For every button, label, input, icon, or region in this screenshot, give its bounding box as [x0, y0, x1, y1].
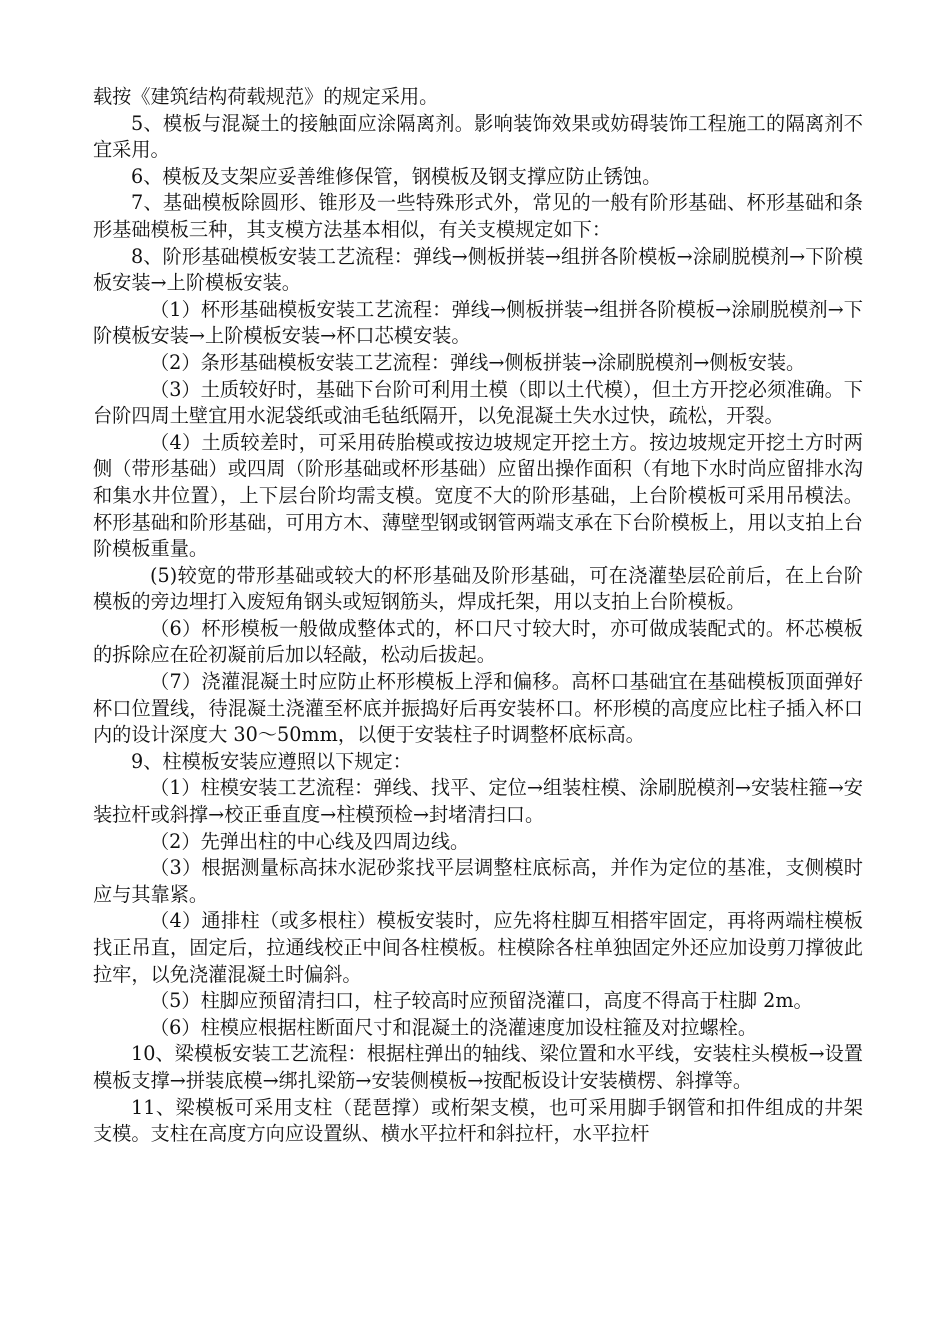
paragraph: 9、柱模板安装应遵照以下规定： [131, 749, 412, 773]
paragraph: （7）浇灌混凝土时应防止杯形模板上浮和偏移。高杯口基础宜在基础模板顶面弹好杯口位置线，待混凝土浇灌至杯底并振捣好后再安装杯口。杯形模的高度应比柱子插入杯口内的设计深度大 30～50mm，以便于安装柱子时调整杯底标高。 [93, 670, 863, 747]
paragraph: 8、阶形基础模板安装工艺流程：弹线→侧板拼装→组拼各阶模板→涂刷脱模剂→下阶模板安装→上阶模板安装。 [93, 244, 863, 295]
paragraph: （6）杯形模板一般做成整体式的，杯口尺寸较大时，亦可做成装配式的。杯芯模板的拆除应在砼初凝前后加以轻敲，松动后拔起。 [93, 616, 863, 667]
paragraph: （4）通排柱（或多根柱）模板安装时，应先将柱脚互相搭牢固定，再将两端柱模板找正吊直，固定后，拉通线校正中间各柱模板。柱模除各柱单独固定外还应加设剪刀撑彼此拉牢，以免浇灌混凝土时偏斜。 [93, 909, 863, 986]
paragraph: 11、梁模板可采用支柱（琵琶撑）或桁架支模，也可采用脚手钢管和扣件组成的井架支模。支柱在高度方向应设置纵、横水平拉杆和斜拉杆，水平拉杆 [93, 1095, 863, 1146]
paragraph: 6、模板及支架应妥善维修保管，钢模板及钢支撑应防止锈蚀。 [131, 164, 662, 188]
paragraph: 10、梁模板安装工艺流程：根据柱弹出的轴线、梁位置和水平线，安装柱头模板→设置模板支撑→拼装底模→绑扎梁筋→安装侧模板→按配板设计安装横楞、斜撑等。 [93, 1042, 863, 1092]
paragraph: 5、模板与混凝土的接触面应涂隔离剂。影响装饰效果或妨碍装饰工程施工的隔离剂不宜采用。 [93, 111, 863, 162]
paragraph: （5）柱脚应预留清扫口，柱子较高时应预留浇灌口，高度不得高于柱脚 2m。 [150, 989, 813, 1013]
paragraph: （2）先弹出柱的中心线及四周边线。 [150, 829, 470, 853]
document-body [93, 84, 863, 1148]
paragraph: （3）土质较好时，基础下台阶可利用土模（即以土代模），但土方开挖必须准确。下台阶四周土壁宜用水泥袋纸或油毛毡纸隔开，以免混凝土失水过快，疏松，开裂。 [93, 377, 863, 428]
paragraph: （2）条形基础模板安装工艺流程：弹线→侧板拼装→涂刷脱模剂→侧板安装。 [150, 350, 806, 374]
paragraph: （1）杯形基础模板安装工艺流程：弹线→侧板拼装→组拼各阶模板→涂刷脱模剂→下阶模板安装→上阶模板安装→杯口芯模安装。 [93, 297, 863, 348]
paragraph: （6）柱模应根据柱断面尺寸和混凝土的浇灌速度加设柱箍及对拉螺栓。 [150, 1015, 758, 1039]
paragraph: (5)较宽的带形基础或较大的杯形基础及阶形基础，可在浇灌垫层砼前后，在上台阶模板的旁边埋打入废短角钢头或短钢筋头，焊成托架，用以支拍上台阶模板。 [93, 563, 863, 614]
paragraph: （4）土质较差时，可采用砖胎模或按边坡规定开挖土方。按边坡规定开挖土方时两侧（带形基础）或四周（阶形基础或杯形基础）应留出操作面积（有地下水时尚应留排水沟和集水井位置），上下层台阶均需支模。宽度不大的阶形基础，上台阶模板可采用吊模法。杯形基础和阶形基础，可用方木、薄壁型钢或钢管两端支承在下台阶模板上，用以支拍上台阶模板重量。 [93, 430, 863, 561]
paragraph: （3）根据测量标高抹水泥砂浆找平层调整柱底标高，并作为定位的基准，支侧模时应与其靠紧。 [93, 856, 863, 906]
paragraph: 7、基础模板除圆形、锥形及一些特殊形式外，常见的一般有阶形基础、杯形基础和条形基础模板三种，其支模方法基本相似，有关支模规定如下： [93, 191, 863, 241]
paragraph: 载按《建筑结构荷载规范》的规定采用。 [93, 85, 439, 108]
paragraph: （1）柱模安装工艺流程：弹线、找平、定位→组装柱模、涂刷脱模剂→安装柱箍→安装拉杆或斜撑→校正垂直度→柱模预检→封堵清扫口。 [93, 776, 863, 827]
